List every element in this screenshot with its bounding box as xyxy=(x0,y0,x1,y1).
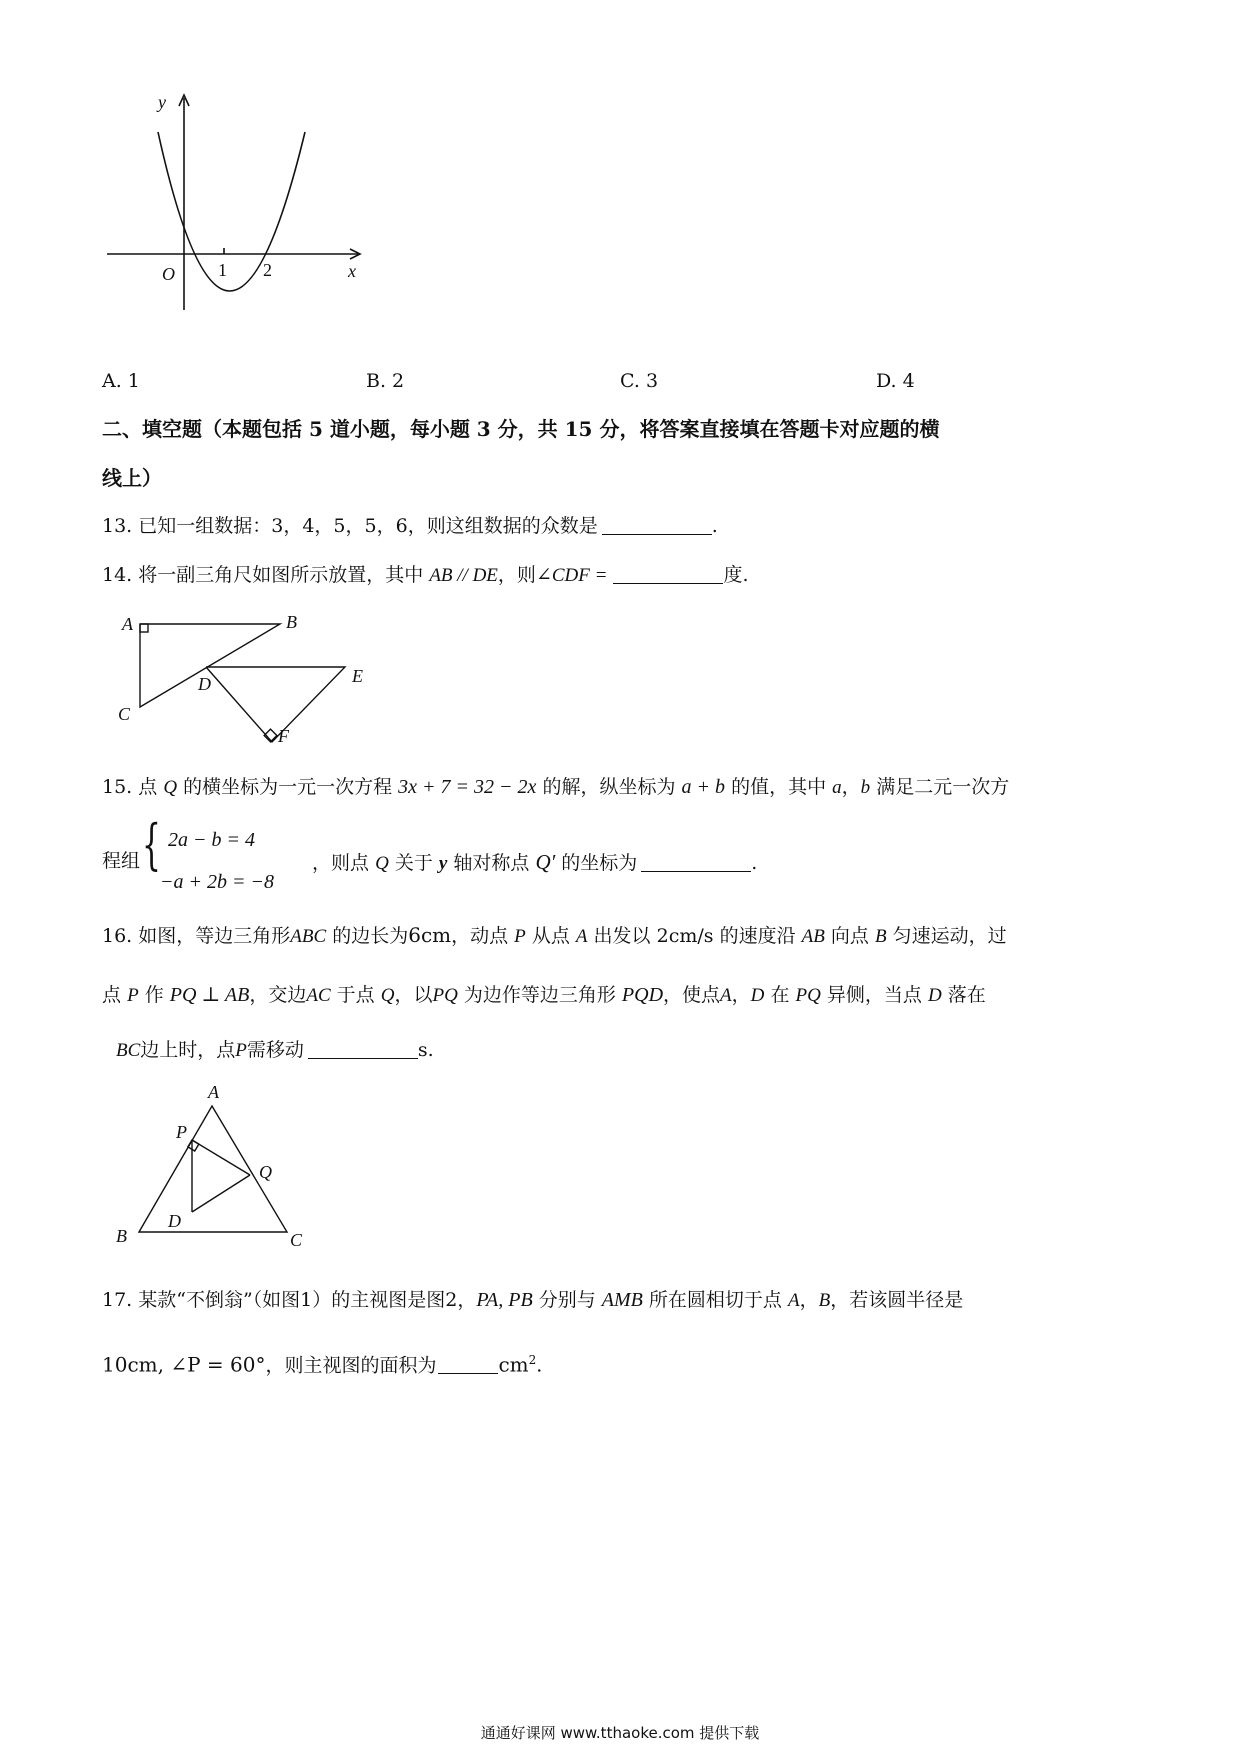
q16-text-g: 向点 xyxy=(830,925,869,947)
q16-text-e: 出发以 xyxy=(593,925,651,947)
choice-d: D. 4 xyxy=(876,370,915,392)
q17-arc-amb: AMB xyxy=(601,1289,643,1311)
q17-unit: cm xyxy=(498,1352,529,1377)
question-16-line2 xyxy=(102,985,986,1005)
q15-system-brace: { xyxy=(142,813,161,876)
choice-b: B. 2 xyxy=(366,370,405,392)
q15-text-j: 的坐标为 xyxy=(561,852,638,874)
q17-pa-pb: PA, PB xyxy=(476,1289,533,1311)
q17-unit-exponent: 2 xyxy=(528,1353,537,1367)
q14-answer-blank[interactable] xyxy=(613,565,723,584)
question-17-line2 xyxy=(102,1354,542,1375)
q15-point-q: Q xyxy=(163,777,178,798)
q16-perp: PQ ⊥ AB xyxy=(169,984,250,1006)
q16-l2-p: P xyxy=(127,985,139,1006)
q16-end: s. xyxy=(417,1039,434,1061)
section-heading-line2: 线上） xyxy=(102,466,162,490)
q16-l2-text-c: ，交边 xyxy=(249,984,307,1006)
fig16-label-q: Q xyxy=(259,1162,272,1182)
q17-end: . xyxy=(536,1354,543,1377)
question-14 xyxy=(102,565,748,585)
x-axis-label: x xyxy=(348,261,356,281)
origin-label: O xyxy=(162,264,175,284)
q16-b: B xyxy=(874,926,887,947)
question-16-line1 xyxy=(102,925,1007,946)
q15-text-e: 满足二元一次方 xyxy=(876,776,1010,798)
q15-a-plus-b: a + b xyxy=(681,776,726,798)
q15-equation: 3x + 7 = 32 − 2x xyxy=(398,776,537,798)
q16-ac: AC xyxy=(306,985,331,1006)
question-17-line1 xyxy=(102,1290,963,1310)
q17-text-e: ，则主视图的面积为 xyxy=(265,1354,437,1377)
q16-a: A xyxy=(575,926,588,947)
q15-point-q-2: Q xyxy=(375,853,389,874)
q16-l2-text-d: 于点 xyxy=(336,984,375,1006)
q15-text-a: 15. 点 xyxy=(102,776,158,798)
q15-text-g: ，则点 xyxy=(312,852,370,874)
question-15-line2 xyxy=(312,852,757,873)
q16-l2-text-f: 为边作等边三角形 xyxy=(463,984,616,1006)
q15-sep: ， xyxy=(841,776,861,798)
fig16-label-b: B xyxy=(116,1226,127,1246)
q16-answer-blank[interactable] xyxy=(308,1040,418,1059)
fig14-label-c: C xyxy=(118,704,131,724)
q16-pq: PQ xyxy=(432,985,458,1006)
q13-answer-blank[interactable] xyxy=(602,516,712,535)
fig14-label-e: E xyxy=(352,666,363,686)
q15-text-b: 的横坐标为一元一次方程 xyxy=(183,776,393,798)
q16-text-b: 的边长为 xyxy=(332,925,409,947)
q17-sep: ， xyxy=(799,1289,819,1311)
choice-a: A. 1 xyxy=(102,370,140,392)
q16-l2-text-b: 作 xyxy=(144,984,164,1006)
q15-var-a: a xyxy=(832,777,842,798)
q15-text-h: 关于 xyxy=(394,852,433,874)
choice-c: C. 3 xyxy=(620,370,659,392)
parabola-graph xyxy=(100,90,400,350)
q16-bc: BC xyxy=(116,1040,141,1061)
q15-y-axis: y xyxy=(438,853,448,874)
q15-end: . xyxy=(751,852,758,874)
question-13 xyxy=(102,516,718,536)
q17-text-a: 17. 某款“不倒翁”（如图1）的主视图是图2， xyxy=(102,1289,477,1311)
q16-l3-p: P xyxy=(235,1040,247,1061)
page-footer: 通通好课网 www.tthaoke.com 提供下载 xyxy=(480,1724,760,1742)
q16-speed: 2cm/s xyxy=(656,925,714,947)
q16-text-a: 16. 如图，等边三角形 xyxy=(102,925,291,947)
q16-l2-text-j: 异侧，当点 xyxy=(826,984,922,1006)
q16-l2-text-i: 在 xyxy=(770,984,790,1006)
q16-length: 6cm xyxy=(408,923,452,947)
q16-l2-text-a: 点 xyxy=(102,984,122,1006)
q16-l2-text-k: 落在 xyxy=(947,984,986,1006)
q15-text-d: 的值，其中 xyxy=(731,776,827,798)
q14-text-b: ，则 xyxy=(497,564,536,586)
q17-point-a: A xyxy=(787,1290,800,1311)
fig14-label-f: F xyxy=(278,726,289,746)
q17-radius-angle: 10cm, ∠P = 60° xyxy=(102,1352,266,1377)
q16-text-h: 匀速运动，过 xyxy=(892,925,1007,947)
q16-text-c: ，动点 xyxy=(451,925,509,947)
fig16-label-a: A xyxy=(208,1082,219,1102)
question-16-line3 xyxy=(116,1040,434,1060)
tick-2-label: 2 xyxy=(263,260,272,280)
q15-system-eq2: −a + 2b = −8 xyxy=(160,871,274,893)
fig16-label-d: D xyxy=(168,1211,181,1231)
section-heading-line1: 二、填空题（本题包括 5 道小题，每小题 3 分，共 15 分，将答案直接填在答题卡对应题的横 xyxy=(102,417,940,441)
q15-text-f: 程组 xyxy=(102,850,141,872)
q15-var-b: b xyxy=(860,777,871,798)
q14-math-ab-de: AB // DE xyxy=(429,565,498,586)
q17-text-d: ，若该圆半径是 xyxy=(830,1289,964,1311)
q16-l2-d-2: D xyxy=(927,985,942,1006)
q16-p: P xyxy=(514,926,526,947)
triangle-ruler-figure xyxy=(110,612,370,746)
q14-math-angle: ∠CDF = xyxy=(535,565,608,586)
q15-point-q-prime: Q′ xyxy=(535,850,556,874)
q14-text-a: 14. 将一副三角尺如图所示放置，其中 xyxy=(102,564,424,586)
q17-text-c: 所在圆相切于点 xyxy=(648,1289,782,1311)
q16-l2-a: A xyxy=(720,985,732,1006)
q16-l2-q: Q xyxy=(380,985,395,1006)
fig14-label-d: D xyxy=(198,674,211,694)
fig14-label-b: B xyxy=(286,612,297,632)
question-15-line1 xyxy=(102,777,1009,797)
tick-1-label: 1 xyxy=(218,260,227,280)
q17-answer-blank[interactable] xyxy=(438,1355,498,1374)
fig14-label-a: A xyxy=(122,614,133,634)
q15-system-eq1: 2a − b = 4 xyxy=(168,829,255,851)
q16-pqd: PQD xyxy=(621,984,664,1006)
q15-text-i: 轴对称点 xyxy=(453,852,530,874)
q17-point-b: B xyxy=(818,1290,831,1311)
q13-text: 13. 已知一组数据：3，4，5，5，6，则这组数据的众数是 xyxy=(102,515,598,537)
q16-ab: AB xyxy=(801,926,825,947)
q15-answer-blank[interactable] xyxy=(641,853,751,872)
q16-l2-text-h: ， xyxy=(731,984,751,1006)
q16-l3-text-b: 需移动 xyxy=(246,1039,304,1061)
q14-end: 度. xyxy=(723,564,749,586)
q16-l2-text-e: ，以 xyxy=(394,984,433,1006)
fig16-label-c: C xyxy=(290,1230,303,1250)
q16-l2-d: D xyxy=(750,985,765,1006)
q16-abc: ABC xyxy=(290,926,327,947)
q16-text-f: 的速度沿 xyxy=(719,925,796,947)
y-axis-label: y xyxy=(158,92,166,112)
fig16-label-p: P xyxy=(176,1122,187,1142)
q16-text-d: 从点 xyxy=(531,925,570,947)
q15-text-c: 的解，纵坐标为 xyxy=(542,776,676,798)
q16-pq-2: PQ xyxy=(795,985,821,1006)
q17-text-b: 分别与 xyxy=(538,1289,596,1311)
q13-end: . xyxy=(711,515,718,537)
equilateral-triangle-figure xyxy=(112,1082,332,1252)
q16-l3-text-a: 边上时，点 xyxy=(140,1039,236,1061)
q16-l2-text-g: ，使点 xyxy=(663,984,721,1006)
